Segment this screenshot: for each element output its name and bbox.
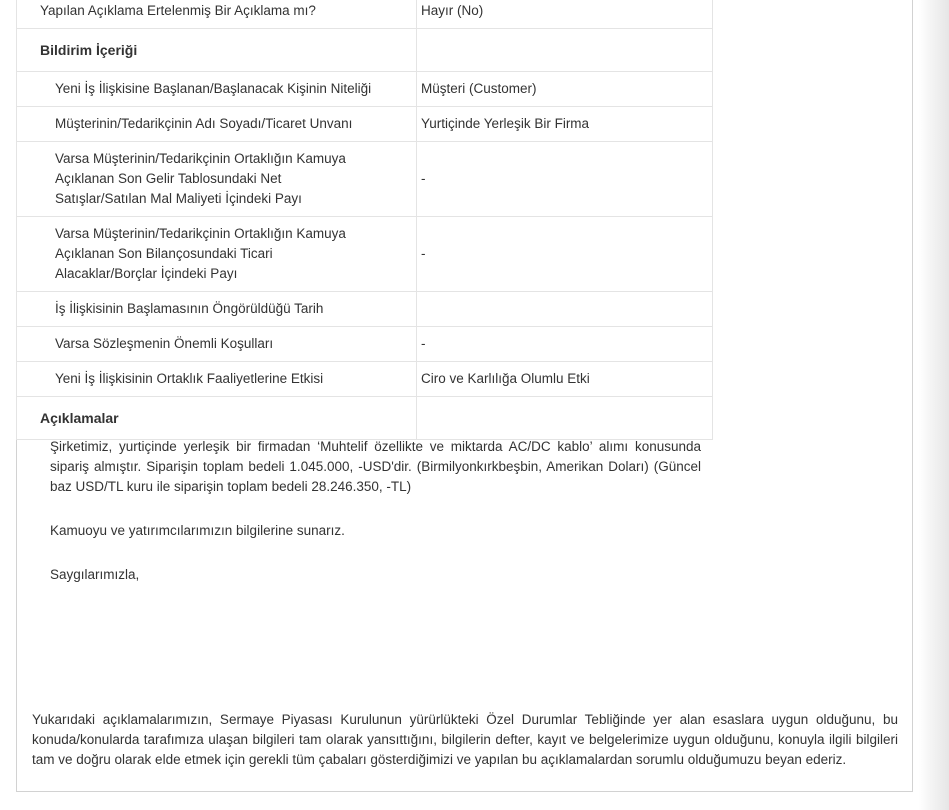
row-value: -: [417, 142, 713, 217]
section-header-explanations: [17, 397, 713, 440]
row-value: Yurtiçinde Yerleşik Bir Firma: [417, 107, 713, 142]
row-value: -: [417, 327, 713, 362]
deferred-value: Hayır (No): [417, 0, 713, 29]
explanation-text: [50, 437, 701, 585]
explanation-paragraph-order: Şirketimiz, yurtiçinde yerleşik bir firmadan ‘Muhtelif özellikte ve miktarda AC/DC kablo’ alımı konusunda sipariş almıştır. Siparişin toplam bedeli 1.045.000, -USD'dir. (Birmilyonkırkbeşbin, Amerikan Doları) (Güncel baz USD/TL kuru ile siparişin toplam bedeli 28.246.350, -TL): [50, 439, 701, 494]
table-row: [17, 107, 713, 142]
row-label: Varsa Sözleşmenin Önemli Koşulları: [17, 327, 417, 362]
row-value: Ciro ve Karlılığa Olumlu Etki: [417, 362, 713, 397]
table-row: [17, 72, 713, 107]
row-label: İş İlişkisinin Başlamasının Öngörüldüğü Tarih: [17, 292, 417, 327]
explanation-paragraph-notice: Kamuoyu ve yatırımcılarımızın bilgilerine sunarız.: [50, 523, 345, 538]
row-label: Yeni İş İlişkisine Başlanan/Başlanacak Kişinin Niteliği: [17, 72, 417, 107]
row-label: Yeni İş İlişkisinin Ortaklık Faaliyetlerine Etkisi: [17, 362, 417, 397]
table-row: [17, 142, 713, 217]
row-value: [417, 292, 713, 327]
table-row: [17, 327, 713, 362]
explanation-paragraph-regards: Saygılarımızla,: [50, 567, 140, 582]
page-scroll-shadow: [919, 0, 949, 810]
row-value: Müşteri (Customer): [417, 72, 713, 107]
table-row: [17, 292, 713, 327]
legal-disclaimer: Yukarıdaki açıklamalarımızın, Sermaye Piyasası Kurulunun yürürlükteki Özel Durumlar Tebliğinde yer alan esaslara uygun olduğunu, bu konuda/konularda tarafımıza ulaşan bilgileri tam olarak yansıttığını, bilgilerin defter, kayıt ve belgelerimize uygun olduğunu, konuyla ilgili bilgileri tam ve doğru olarak elde etmek için gerekli tüm çabaları gösterdiğimizi ve yapılan bu açıklamalardan sorumlu olduğumuzu beyan ederiz.: [32, 712, 898, 767]
section-title-explanations: Açıklamalar: [17, 397, 417, 440]
row-label: Varsa Müşterinin/Tedarikçinin Ortaklığın Kamuya Açıklanan Son Bilançosundaki Ticari Alacaklar/Borçlar İçindeki Payı: [17, 217, 417, 292]
section-title-content: Bildirim İçeriği: [17, 29, 417, 72]
section-header-content: [17, 29, 713, 72]
disclosure-table: [16, 0, 713, 440]
section-empty-cell: [417, 397, 713, 440]
deferred-label: Yapılan Açıklama Ertelenmiş Bir Açıklama mı?: [17, 0, 417, 29]
section-empty-cell: [417, 29, 713, 72]
row-value: -: [417, 217, 713, 292]
row-label: Müşterinin/Tedarikçinin Adı Soyadı/Ticaret Unvanı: [17, 107, 417, 142]
row-label: Varsa Müşterinin/Tedarikçinin Ortaklığın Kamuya Açıklanan Son Gelir Tablosundaki Net Satışlar/Satılan Mal Maliyeti İçindeki Payı: [17, 142, 417, 217]
table-row: [17, 362, 713, 397]
table-row-deferred: [17, 0, 713, 29]
table-row: [17, 217, 713, 292]
